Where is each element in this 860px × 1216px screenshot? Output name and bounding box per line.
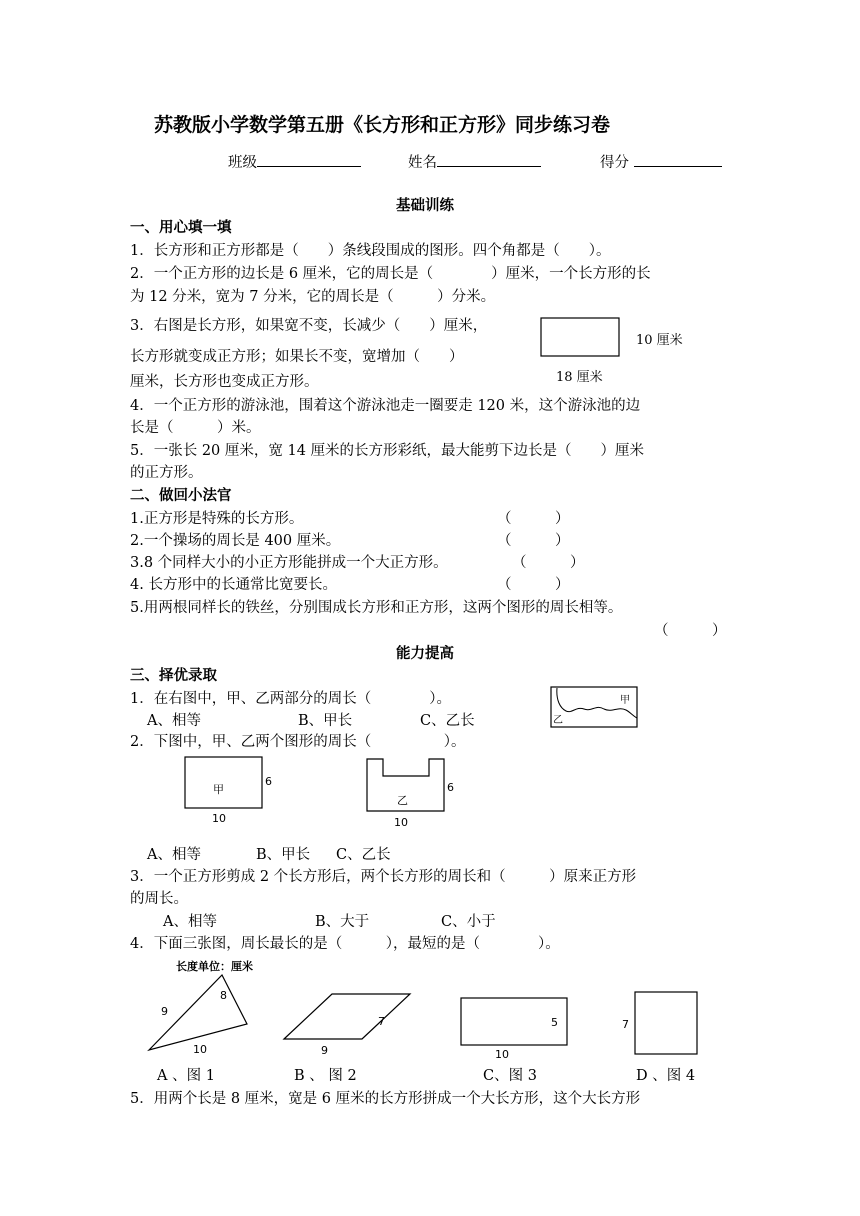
p3-q4-fig3-height: 5 xyxy=(551,1016,558,1029)
p2-item-1: 1.正方形是特殊的长方形。 xyxy=(130,511,304,527)
page-title: 苏教版小学数学第五册《长方形和正方形》同步练习卷 xyxy=(154,114,611,136)
part1-heading: 一、用心填一填 xyxy=(130,220,232,236)
p1-q2-line1: 2．一个正方形的边长是 6 厘米，它的周长是（ ）厘米，一个长方形的长 xyxy=(130,266,651,282)
p3-q4-fig1-side-b: 8 xyxy=(220,989,227,1002)
score-label: 得分 xyxy=(600,155,629,171)
p2-item-3: 3.8 个同样大小的小正方形能拼成一个大正方形。 xyxy=(130,555,448,571)
p3-q3-line1: 3．一个正方形剪成 2 个长方形后，两个长方形的周长和（ ）原来正方形 xyxy=(130,869,637,885)
p3-q4-parallelogram xyxy=(284,994,410,1039)
p3-q2-option-b[interactable]: B、甲长 xyxy=(256,847,311,863)
p3-q3-line2: 的周长。 xyxy=(130,891,188,907)
q3-rectangle xyxy=(541,318,619,356)
p1-q4-line2: 长是（ ）米。 xyxy=(130,420,261,436)
p3-q1-option-a[interactable]: A、相等 xyxy=(147,713,201,729)
p3-q2: 2．下图中，甲、乙两个图形的周长（ ）。 xyxy=(130,734,466,750)
p1-q2-line2: 为 12 分米，宽为 7 分米，它的周长是（ ）分米。 xyxy=(130,289,496,305)
p2-answer-3[interactable]: （ ） xyxy=(512,555,585,571)
p1-q1: 1．长方形和正方形都是（ ）条线段围成的图形。四个角都是（ ）。 xyxy=(130,243,611,259)
p3-q2-fig2-width: 10 xyxy=(394,816,408,829)
p3-q4-fig1-side-a: 9 xyxy=(161,1005,168,1018)
p1-q3-line3: 厘米，长方形也变成正方形。 xyxy=(130,374,319,390)
name-field[interactable] xyxy=(408,151,541,173)
p3-q1-option-c[interactable]: C、乙长 xyxy=(420,713,475,729)
p3-q2-fig2-height: 6 xyxy=(447,781,454,794)
p3-q5: 5．用两个长是 8 厘米，宽是 6 厘米的长方形拼成一个大长方形，这个大长方形 xyxy=(130,1091,641,1107)
p1-q3-line2: 长方形就变成正方形；如果长不变，宽增加（ ） xyxy=(130,349,464,365)
p3-q2-option-c[interactable]: C、乙长 xyxy=(336,847,391,863)
part2-heading: 二、做回小法官 xyxy=(130,488,232,504)
class-label: 班级 xyxy=(228,155,257,171)
class-field[interactable] xyxy=(228,151,361,173)
p3-q4-unit: 长度单位：厘米 xyxy=(176,960,253,973)
q3-width-label: 10 厘米 xyxy=(636,333,683,348)
p3-q4-fig3-width: 10 xyxy=(495,1048,509,1061)
p3-q4-fig2-side: 7 xyxy=(378,1015,385,1028)
name-label: 姓名 xyxy=(408,155,437,171)
p3-q4-square xyxy=(635,992,697,1054)
p3-q2-fig1-label: 甲 xyxy=(213,783,224,796)
p3-q4-option-c[interactable]: C、图 3 xyxy=(483,1068,537,1084)
p1-q5-line1: 5．一张长 20 厘米，宽 14 厘米的长方形彩纸，最大能剪下边长是（ ）厘米 xyxy=(130,443,645,459)
p2-item-4: 4. 长方形中的长通常比宽要长。 xyxy=(130,577,337,593)
p2-item-5: 5.用两根同样长的铁丝，分别围成长方形和正方形，这两个图形的周长相等。 xyxy=(130,600,623,616)
p3-q4-option-d[interactable]: D 、图 4 xyxy=(636,1068,696,1084)
p3-q2-fig2-label: 乙 xyxy=(397,794,408,807)
p3-q3-option-b[interactable]: B、大于 xyxy=(315,914,370,930)
p3-q4-fig1-side-c: 10 xyxy=(193,1043,207,1056)
p2-item-2: 2.一个操场的周长是 400 厘米。 xyxy=(130,533,341,549)
p2-answer-5[interactable]: （ ） xyxy=(654,623,727,639)
name-blank[interactable] xyxy=(437,151,541,167)
p3-q1-label-yi: 乙 xyxy=(553,715,563,726)
p2-answer-1[interactable]: （ ） xyxy=(497,511,570,527)
p3-q4-option-b[interactable]: B 、 图 2 xyxy=(294,1068,357,1084)
p3-q1-label-jia: 甲 xyxy=(620,695,630,706)
p3-q2-fig1-width: 10 xyxy=(212,812,226,825)
p3-q1-option-b[interactable]: B、甲长 xyxy=(298,713,353,729)
p2-answer-2[interactable]: （ ） xyxy=(497,533,570,549)
p3-q4-option-a[interactable]: A 、图 1 xyxy=(157,1068,215,1084)
p3-q1: 1．在右图中，甲、乙两部分的周长（ ）。 xyxy=(130,691,451,707)
p3-q3-option-c[interactable]: C、小于 xyxy=(441,914,496,930)
part3-heading: 三、择优录取 xyxy=(130,668,217,684)
p3-q2-option-a[interactable]: A、相等 xyxy=(147,847,201,863)
p3-q4-fig4-side: 7 xyxy=(622,1018,629,1031)
p2-answer-4[interactable]: （ ） xyxy=(497,577,570,593)
q3-length-label: 18 厘米 xyxy=(556,370,603,385)
score-blank[interactable] xyxy=(634,151,722,167)
p3-q3-option-a[interactable]: A、相等 xyxy=(163,914,217,930)
p1-q4-line1: 4．一个正方形的游泳池，围着这个游泳池走一圈要走 120 米，这个游泳池的边 xyxy=(130,398,641,414)
class-blank[interactable] xyxy=(257,151,361,167)
section-advanced-title: 能力提高 xyxy=(396,646,454,662)
p1-q3-line1: 3．右图是长方形，如果宽不变，长减少（ ）厘米， xyxy=(130,318,488,334)
p1-q5-line2: 的正方形。 xyxy=(130,465,203,481)
section-basic-title: 基础训练 xyxy=(396,198,454,214)
score-field[interactable] xyxy=(600,151,722,173)
p3-q4: 4．下面三张图，周长最长的是（ ），最短的是（ ）。 xyxy=(130,936,560,952)
p3-q4-fig2-base: 9 xyxy=(321,1044,328,1057)
p3-q2-fig1-height: 6 xyxy=(265,775,272,788)
